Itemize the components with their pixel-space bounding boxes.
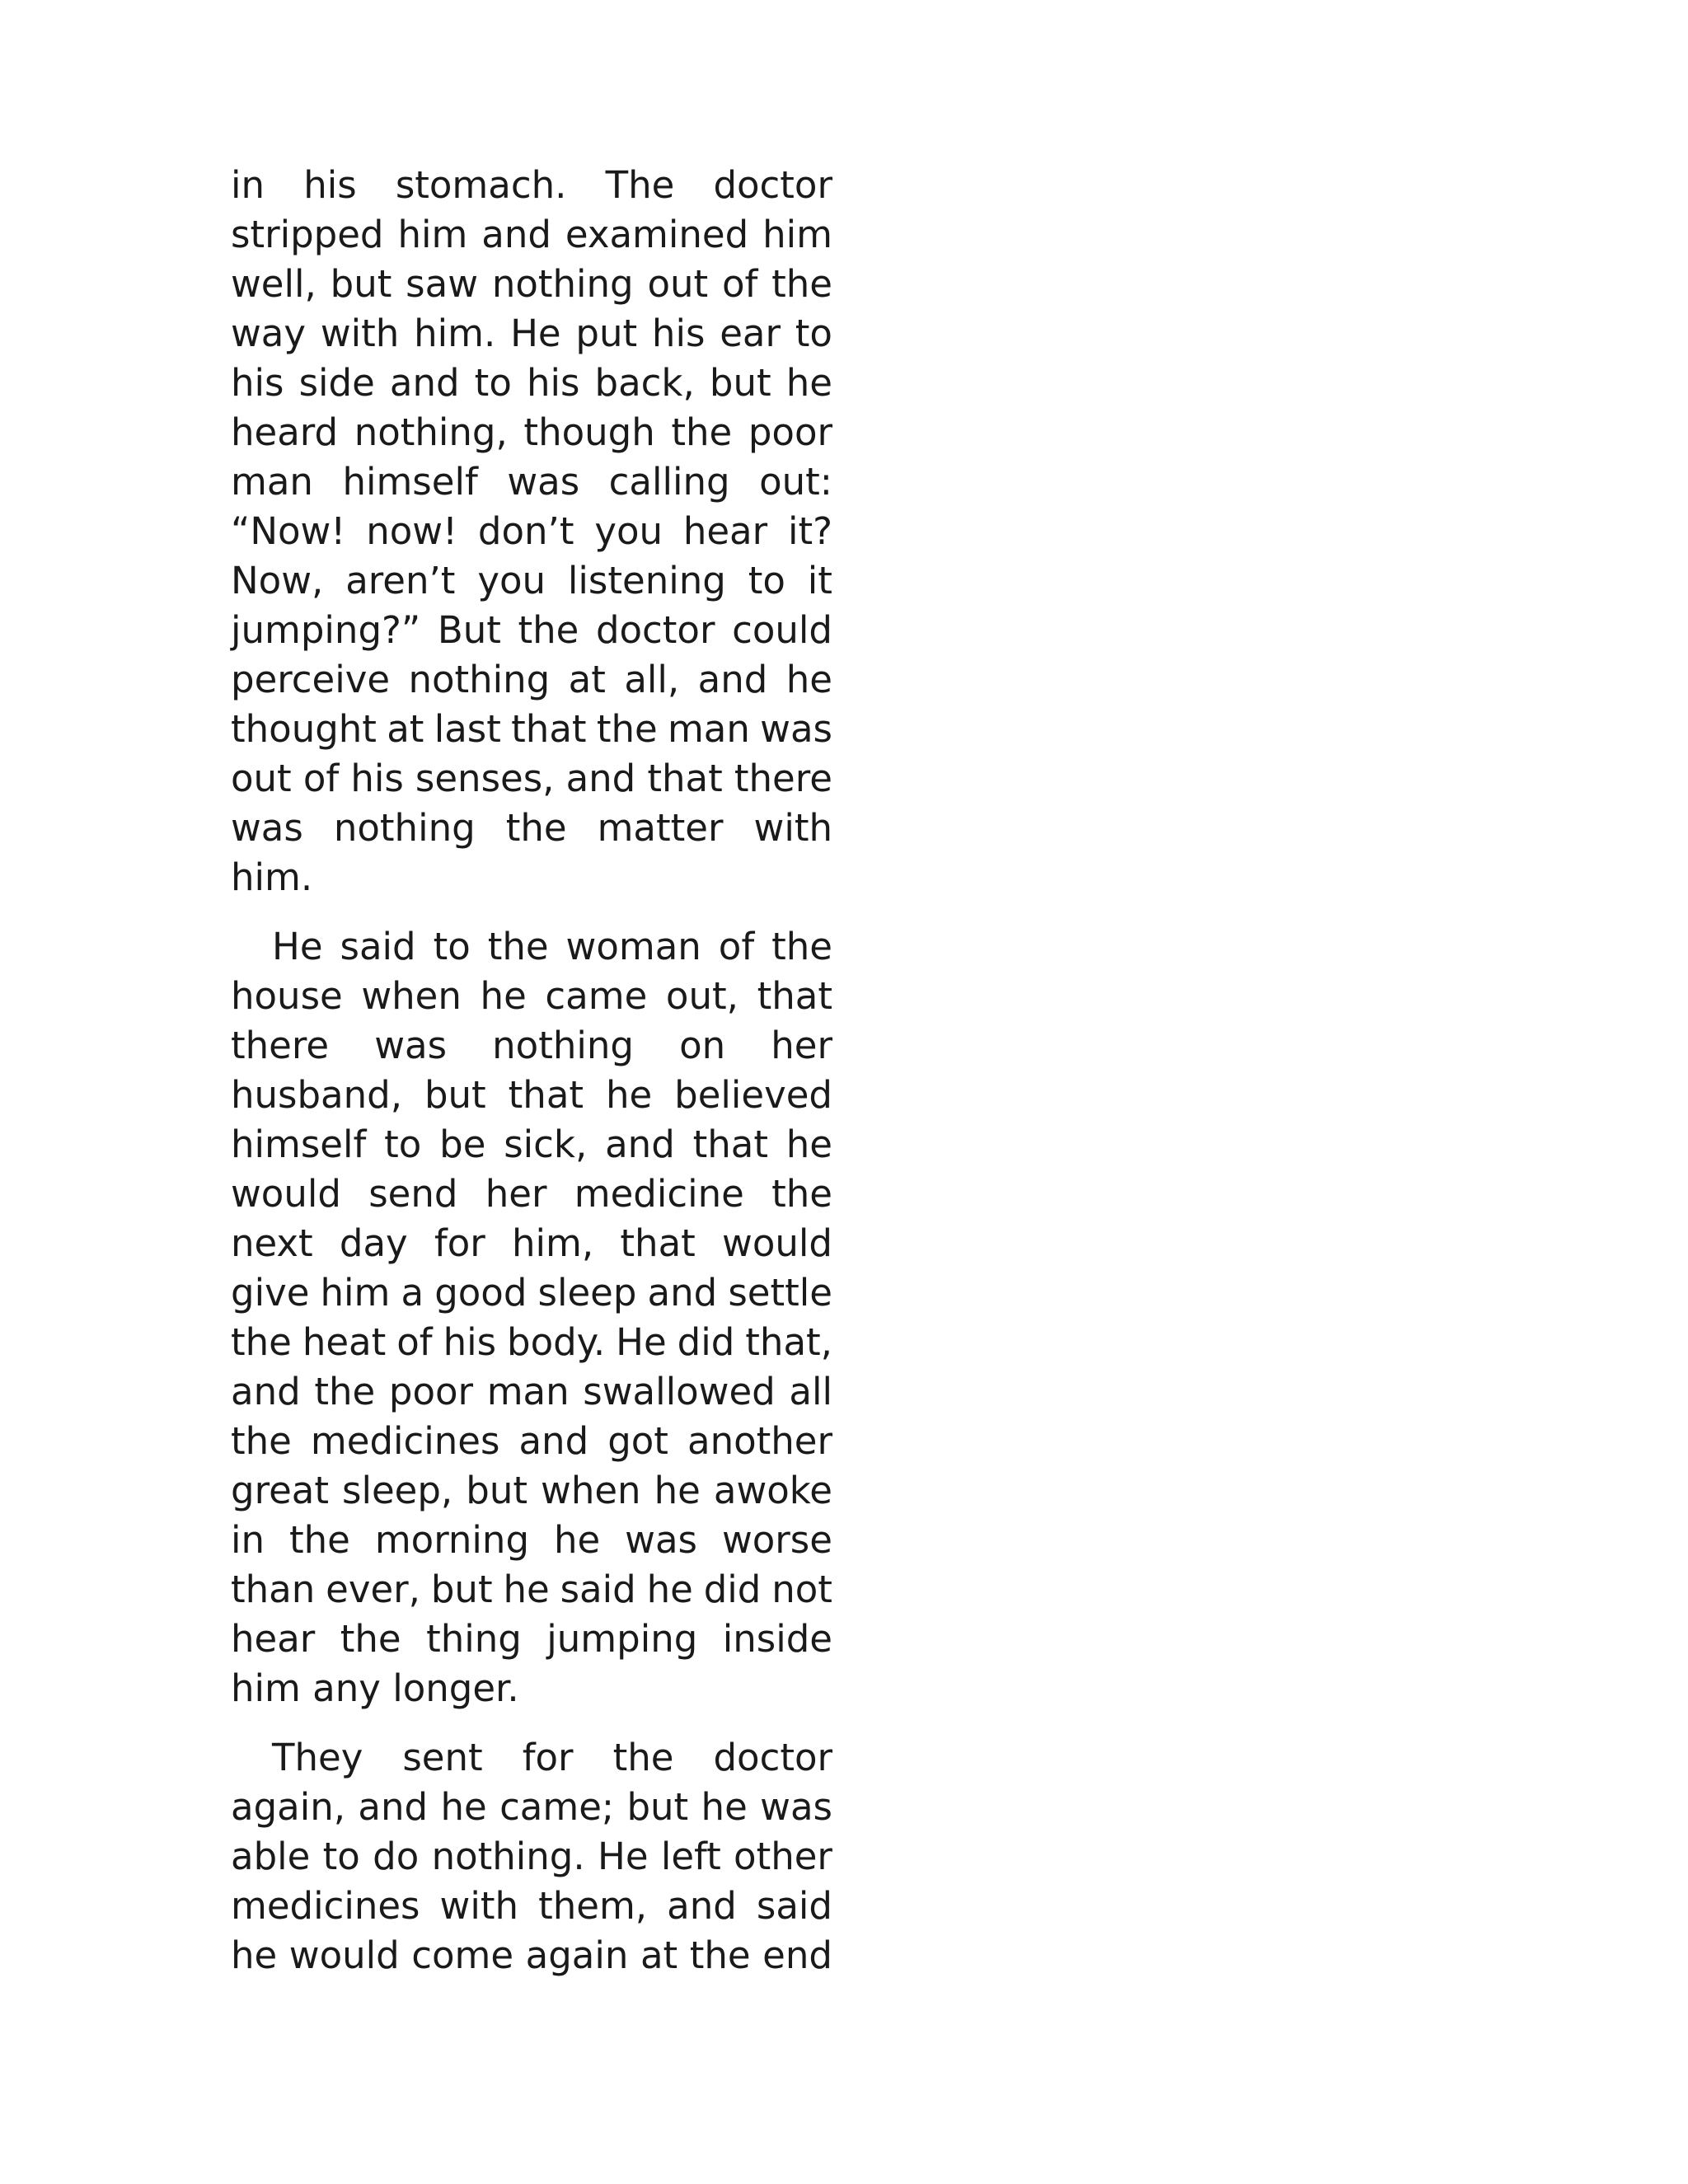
word: but bbox=[626, 1785, 689, 1829]
word: he bbox=[480, 974, 527, 1018]
word: with bbox=[320, 312, 400, 355]
word: and bbox=[231, 1370, 301, 1413]
word: other bbox=[734, 1835, 832, 1878]
word: there bbox=[231, 1024, 330, 1067]
text-line bbox=[231, 1318, 832, 1367]
word: jumping bbox=[546, 1617, 698, 1661]
text-line bbox=[231, 1832, 832, 1882]
text-line bbox=[231, 507, 832, 556]
word: He bbox=[597, 1835, 649, 1878]
word: was bbox=[625, 1518, 697, 1562]
word: out: bbox=[759, 460, 832, 504]
word: was bbox=[231, 806, 303, 850]
text-line bbox=[231, 655, 832, 705]
word: the bbox=[612, 1736, 674, 1779]
word: when bbox=[361, 974, 462, 1018]
paragraph-1 bbox=[231, 161, 832, 902]
word: him bbox=[397, 213, 468, 256]
word: in bbox=[231, 1518, 265, 1562]
word: inside bbox=[722, 1617, 832, 1661]
text-body bbox=[231, 161, 832, 1980]
word: was bbox=[507, 460, 580, 504]
text-line bbox=[231, 556, 832, 606]
word: and bbox=[518, 1419, 589, 1463]
word: Now, bbox=[231, 559, 324, 602]
word: got bbox=[607, 1419, 668, 1463]
word: was bbox=[374, 1024, 448, 1067]
word: again, bbox=[231, 1785, 346, 1829]
word: the bbox=[771, 1172, 832, 1216]
word: he bbox=[553, 1518, 601, 1562]
word: well, bbox=[231, 262, 316, 306]
word: his bbox=[651, 312, 706, 355]
word: did bbox=[703, 1568, 762, 1611]
word: out, bbox=[665, 974, 738, 1018]
word: not bbox=[771, 1568, 832, 1611]
word: all bbox=[789, 1370, 832, 1413]
word: “Now! bbox=[231, 509, 346, 553]
word: that bbox=[692, 1122, 768, 1166]
word: settle bbox=[728, 1271, 832, 1315]
word: swallowed bbox=[583, 1370, 776, 1413]
word: come bbox=[411, 1933, 514, 1977]
text-line bbox=[231, 1021, 832, 1071]
word: He bbox=[272, 925, 323, 968]
text-line bbox=[231, 1615, 832, 1664]
word: the bbox=[689, 1933, 751, 1977]
text-line bbox=[231, 1268, 832, 1318]
word: doctor bbox=[713, 163, 832, 207]
word: another bbox=[687, 1419, 832, 1463]
word: for bbox=[434, 1221, 485, 1265]
word: though bbox=[523, 410, 655, 454]
word: jumping?” bbox=[231, 608, 421, 652]
word: He bbox=[616, 1320, 667, 1364]
word: said bbox=[340, 925, 416, 968]
word: medicines bbox=[231, 1884, 420, 1928]
word: doctor bbox=[595, 608, 715, 652]
word: his bbox=[526, 361, 580, 405]
word: man bbox=[667, 707, 750, 751]
text-line bbox=[231, 359, 832, 408]
word: the bbox=[596, 707, 658, 751]
word: that, bbox=[745, 1320, 832, 1364]
word: but bbox=[330, 262, 392, 306]
paragraph-2 bbox=[231, 922, 832, 1713]
word: the bbox=[518, 608, 579, 652]
word: the bbox=[487, 925, 549, 968]
word: husband, bbox=[231, 1073, 403, 1117]
word: able bbox=[231, 1835, 311, 1878]
word: the bbox=[231, 1419, 292, 1463]
word: to bbox=[474, 361, 512, 405]
word: of bbox=[721, 262, 758, 306]
text-line bbox=[231, 1931, 832, 1980]
word: nothing bbox=[408, 658, 551, 701]
word: awoke bbox=[713, 1469, 832, 1512]
text-line bbox=[231, 1466, 832, 1516]
word: with bbox=[439, 1884, 519, 1928]
word: out bbox=[231, 757, 292, 800]
word: the bbox=[505, 806, 567, 850]
word: her bbox=[485, 1172, 547, 1216]
word: it bbox=[807, 559, 832, 602]
word: worse bbox=[721, 1518, 832, 1562]
word: all, bbox=[624, 658, 680, 701]
word: did bbox=[677, 1320, 735, 1364]
word: and bbox=[667, 1884, 737, 1928]
word: He bbox=[510, 312, 561, 355]
word: nothing, bbox=[354, 410, 508, 454]
text-line bbox=[231, 972, 832, 1021]
word: but bbox=[466, 1469, 528, 1512]
word: nothing bbox=[492, 1024, 634, 1067]
word: of bbox=[396, 1320, 433, 1364]
word: sleep, bbox=[342, 1469, 453, 1512]
word: and bbox=[389, 361, 460, 405]
word: he bbox=[231, 1933, 278, 1977]
word: sent bbox=[402, 1736, 483, 1779]
word: great bbox=[231, 1469, 329, 1512]
word: hear bbox=[231, 1617, 316, 1661]
word: the bbox=[771, 925, 832, 968]
word: that bbox=[511, 707, 587, 751]
word: on bbox=[679, 1024, 726, 1067]
word: woman bbox=[565, 925, 701, 968]
word: you bbox=[477, 559, 546, 602]
word: again bbox=[525, 1933, 629, 1977]
word: stripped bbox=[231, 213, 384, 256]
word: he bbox=[701, 1785, 748, 1829]
word: sleep bbox=[537, 1271, 637, 1315]
text-line bbox=[231, 260, 832, 309]
word: that bbox=[757, 974, 832, 1018]
word: calling bbox=[608, 460, 730, 504]
word: poor bbox=[388, 1370, 474, 1413]
word: senses, bbox=[415, 757, 555, 800]
word: sick, bbox=[504, 1122, 588, 1166]
word: nothing bbox=[333, 806, 476, 850]
word: his bbox=[303, 163, 357, 207]
word: a bbox=[401, 1271, 424, 1315]
word: his bbox=[231, 361, 284, 405]
word: at bbox=[387, 707, 424, 751]
text-line bbox=[231, 309, 832, 359]
word: heat bbox=[302, 1320, 387, 1364]
word: at bbox=[640, 1933, 678, 1977]
text-line bbox=[231, 1219, 832, 1268]
word: and bbox=[565, 757, 636, 800]
word: nothing. bbox=[431, 1835, 585, 1878]
word: was bbox=[760, 707, 832, 751]
word: day bbox=[339, 1221, 408, 1265]
word: be bbox=[439, 1122, 486, 1166]
word: but bbox=[424, 1073, 486, 1117]
text-line bbox=[231, 161, 832, 210]
word: there bbox=[734, 757, 832, 800]
word: man bbox=[231, 460, 313, 504]
word: and bbox=[481, 213, 551, 256]
word: for bbox=[522, 1736, 574, 1779]
word: to bbox=[433, 925, 471, 968]
word: that bbox=[620, 1221, 696, 1265]
word: morning bbox=[374, 1518, 530, 1562]
word: body. bbox=[507, 1320, 606, 1364]
word: doctor bbox=[713, 1736, 832, 1779]
text-column bbox=[231, 163, 832, 1977]
text-line bbox=[231, 1516, 832, 1565]
word: came; bbox=[499, 1785, 615, 1829]
word: that bbox=[508, 1073, 584, 1117]
word: to bbox=[795, 312, 832, 355]
word: do bbox=[373, 1835, 420, 1878]
word: nothing bbox=[491, 262, 634, 306]
word: thing bbox=[426, 1617, 522, 1661]
word: send bbox=[368, 1172, 458, 1216]
word: he bbox=[606, 1073, 653, 1117]
word: the bbox=[314, 1370, 376, 1413]
text-line bbox=[231, 1120, 832, 1169]
word: he bbox=[785, 658, 832, 701]
word: his bbox=[350, 757, 404, 800]
text-line bbox=[231, 754, 832, 804]
word: him, bbox=[512, 1221, 594, 1265]
word: to bbox=[748, 559, 785, 602]
word: the bbox=[231, 1320, 292, 1364]
word: with bbox=[753, 806, 832, 850]
word: came bbox=[545, 974, 648, 1018]
word: you bbox=[594, 509, 663, 553]
word: But bbox=[437, 608, 501, 652]
word: to bbox=[322, 1835, 360, 1878]
word: stomach. bbox=[395, 163, 567, 207]
word: but bbox=[709, 361, 771, 405]
word: and bbox=[697, 658, 768, 701]
word: him. bbox=[414, 312, 496, 355]
word: to bbox=[384, 1122, 422, 1166]
text-line bbox=[231, 210, 832, 260]
word: believed bbox=[674, 1073, 832, 1117]
word: said bbox=[560, 1568, 636, 1611]
text-line bbox=[231, 408, 832, 457]
word: he bbox=[646, 1568, 693, 1611]
word: himself bbox=[231, 1122, 367, 1166]
text-line bbox=[231, 606, 832, 655]
word: heard bbox=[231, 410, 339, 454]
word: poor bbox=[748, 410, 832, 454]
word: the bbox=[771, 262, 832, 306]
word: back, bbox=[594, 361, 695, 405]
word: next bbox=[231, 1221, 313, 1265]
word: he bbox=[785, 361, 832, 405]
word: medicines bbox=[310, 1419, 500, 1463]
word: that bbox=[647, 757, 723, 800]
word: don’t bbox=[477, 509, 574, 553]
word: last bbox=[434, 707, 501, 751]
word: was bbox=[760, 1785, 832, 1829]
word: medicine bbox=[574, 1172, 744, 1216]
word: and bbox=[605, 1122, 675, 1166]
word: he bbox=[440, 1785, 487, 1829]
word: thought bbox=[231, 707, 377, 751]
word: and bbox=[358, 1785, 429, 1829]
text-line bbox=[231, 1169, 832, 1219]
word: would bbox=[722, 1221, 832, 1265]
word: way bbox=[231, 312, 307, 355]
text-line bbox=[231, 705, 832, 754]
word: in bbox=[231, 163, 265, 207]
text-line: him. bbox=[231, 855, 313, 899]
word: would bbox=[231, 1172, 341, 1216]
word: give bbox=[231, 1271, 310, 1315]
word: end bbox=[762, 1933, 832, 1977]
word: The bbox=[605, 163, 675, 207]
word: his bbox=[443, 1320, 497, 1364]
word: and bbox=[647, 1271, 718, 1315]
word: the bbox=[289, 1518, 350, 1562]
word: out bbox=[647, 262, 709, 306]
text-line bbox=[231, 804, 832, 853]
word: him bbox=[762, 213, 832, 256]
word: said bbox=[756, 1884, 832, 1928]
paragraph-3 bbox=[231, 1733, 832, 1980]
word: examined bbox=[565, 213, 749, 256]
text-line bbox=[231, 1417, 832, 1466]
word: now! bbox=[366, 509, 458, 553]
text-line: him any longer. bbox=[231, 1666, 519, 1710]
word: he bbox=[654, 1469, 701, 1512]
word: left bbox=[660, 1835, 721, 1878]
text-line bbox=[231, 1783, 832, 1832]
word: good bbox=[434, 1271, 528, 1315]
word: her bbox=[771, 1024, 832, 1067]
word: saw bbox=[406, 262, 478, 306]
word: could bbox=[732, 608, 832, 652]
word: aren’t bbox=[345, 559, 456, 602]
text-line bbox=[231, 1733, 832, 1783]
word: matter bbox=[597, 806, 724, 850]
word: them, bbox=[538, 1884, 648, 1928]
word: when bbox=[541, 1469, 641, 1512]
word: at bbox=[568, 658, 606, 701]
word: house bbox=[231, 974, 343, 1018]
word: himself bbox=[342, 460, 478, 504]
word: side bbox=[298, 361, 375, 405]
word: listening bbox=[567, 559, 726, 602]
word: would bbox=[288, 1933, 400, 1977]
word: put bbox=[575, 312, 638, 355]
word: he bbox=[785, 1122, 832, 1166]
word: he bbox=[503, 1568, 550, 1611]
text-line bbox=[231, 1367, 832, 1417]
word: perceive bbox=[231, 658, 391, 701]
text-line bbox=[231, 1071, 832, 1120]
text-line bbox=[231, 922, 832, 972]
word: the bbox=[340, 1617, 401, 1661]
word: of bbox=[302, 757, 340, 800]
text-line bbox=[231, 457, 832, 507]
word: of bbox=[718, 925, 755, 968]
word: They bbox=[272, 1736, 363, 1779]
word: ear bbox=[720, 312, 781, 355]
word: it? bbox=[787, 509, 832, 553]
word: than bbox=[231, 1568, 316, 1611]
word: but bbox=[430, 1568, 493, 1611]
text-line bbox=[231, 1882, 832, 1931]
word: ever, bbox=[326, 1568, 420, 1611]
word: him bbox=[320, 1271, 391, 1315]
word: hear bbox=[682, 509, 768, 553]
word: man bbox=[486, 1370, 570, 1413]
text-line bbox=[231, 1565, 832, 1615]
word: the bbox=[671, 410, 733, 454]
